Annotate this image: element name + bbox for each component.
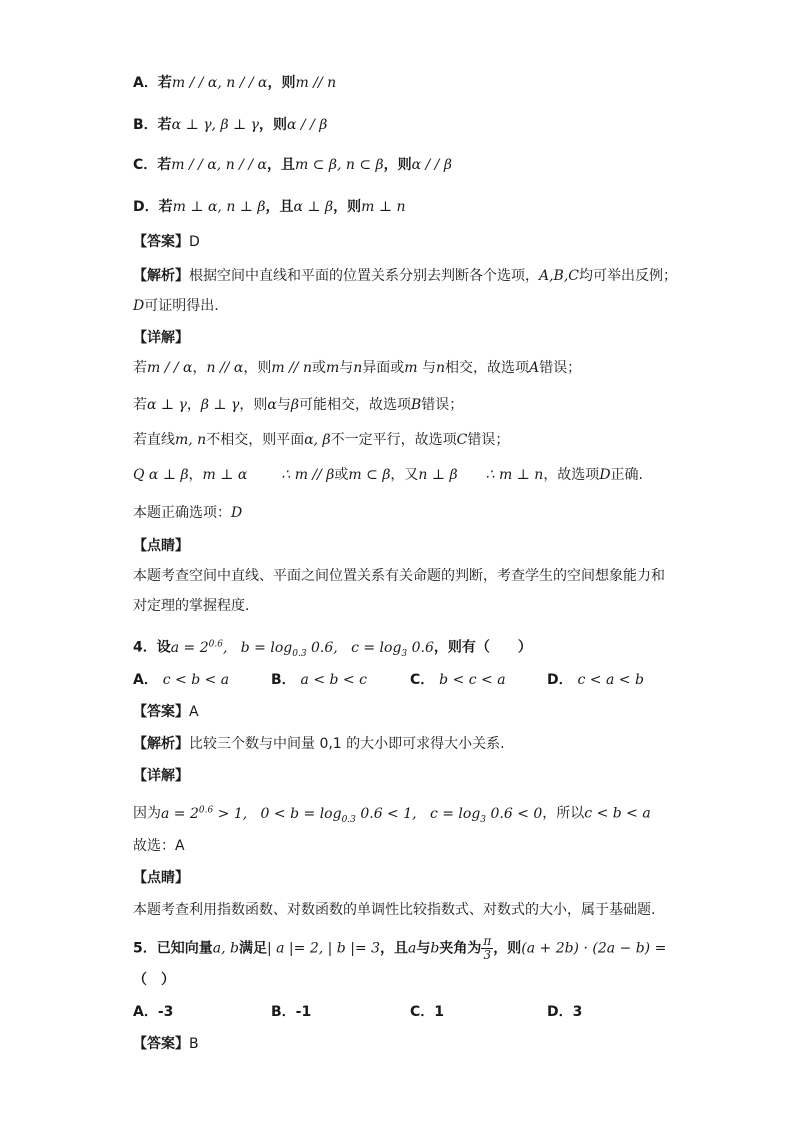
option-math: α ⊥ γ, β ⊥ γ [171,117,259,133]
option-letter: C． [410,672,435,688]
text: 已知向量 [156,940,213,957]
text: ，则 [493,940,522,957]
math: β [290,397,299,413]
text: 正确. [610,467,643,483]
option-math: m ⊥ α, n ⊥ β [172,199,266,215]
text: ，所以 [542,805,585,822]
q5-angle-fraction [481,935,493,962]
q4-option-d [547,670,644,690]
analysis-math: A,B,C [539,268,580,284]
math: α [267,397,277,413]
answer-tag: 【答案】 [133,704,189,720]
q5-answer [133,1034,199,1054]
detail-tag: 【详解】 [133,768,189,784]
option-letter: B． [271,1004,296,1020]
math: m [404,360,418,376]
q4-stem [133,634,532,663]
analysis-text: 比较三个数与中间量 0,1 的大小即可求得大小关系. [189,736,505,752]
q3-option-c [133,155,452,175]
option-letter: A． [133,1004,158,1020]
text: ，则 [239,397,268,413]
q3-analysis-line2 [133,296,219,316]
option-math: c < a < b [577,672,644,688]
text: ，故选项 [543,467,600,483]
text: ， [192,360,207,376]
q4-detail-math: $a = 2^{0.6} > 1$, $0 < b = \log_{0.3} 0.6 < 1$, $c = \log_3 0.6 < 0$ [161,805,543,825]
text: ，则有（ ） [433,639,532,656]
analysis-math: D [133,298,145,314]
option-math: m // n [295,75,337,91]
detail-tag: 【详解】 [133,330,189,346]
text: ，则 [243,360,272,376]
option-letter: A． [133,75,158,91]
text: 对定理的掌握程度. [133,598,250,614]
q4-option-c [410,670,506,690]
text: 若直线 [133,432,175,448]
q5-vector-a: a [408,940,417,957]
text: 故选：A [133,838,185,854]
text: 可能相交，故选项 [298,397,411,413]
text: 若 [133,397,147,413]
q3-conclusion [133,503,242,523]
option-text: ，则 [259,117,287,133]
text: ，且 [380,940,409,957]
q4-option-a [133,670,229,690]
option-letter: D． [547,672,573,688]
text: 本题考查空间中直线、平面之间位置关系有关命题的判断，考查学生的空间想象能力和 [133,568,665,584]
text: 相交，故选项 [445,360,530,376]
q3-remark-heading [133,536,189,556]
math: D [599,467,611,483]
analysis-tag: 【解析】 [133,268,189,284]
math: m [325,360,340,376]
option-math: m ⊥ n [361,199,406,215]
q5-stem [133,935,666,962]
text: 与 [276,397,291,413]
math: m / / α [147,360,193,376]
option-math: α / / β [287,117,328,133]
q4-answer [133,702,199,722]
text: 若 [133,360,147,376]
q5-expression-math: (a + 2b) · (2a − b) = [521,940,667,957]
q5-option-d [547,1002,582,1022]
q5-paren [133,970,175,990]
text: 满足 [238,940,267,957]
q3-detail-line2 [133,395,463,415]
q3-detail-heading [133,328,189,348]
q3-option-a [133,73,336,93]
text: ，又 [390,467,419,483]
q3-answer [133,232,200,252]
math: Q α ⊥ β [133,467,189,483]
q3-option-b [133,115,327,135]
text: 错误； [467,432,510,448]
q5-option-a [133,1002,173,1022]
text: 本题正确选项： [133,505,231,521]
option-math: a < b < c [300,672,367,688]
remark-tag: 【点睛】 [133,538,189,554]
q5-option-b [271,1002,311,1022]
math: C [456,432,468,448]
answer-value: A [189,704,199,720]
math: n ⊥ β [418,467,458,483]
math: ∴ m // β [281,467,335,483]
option-text: ，则 [383,157,412,173]
text: 夹角为 [439,940,482,957]
q3-remark-line2 [133,596,249,616]
option-letter: D． [547,1004,573,1020]
option-letter: C． [410,1004,435,1020]
text: 与 [416,940,431,957]
text: 不一定平行，故选项 [330,432,457,448]
q5-vectors-math: a, b [212,940,239,957]
math: m ⊂ β [348,467,391,483]
math: m // n [271,360,312,376]
text: 本题考查利用指数函数、对数函数的单调性比较指数式、对数式的大小，属于基础题. [133,902,656,918]
option-math: m / / α, n / / α [171,75,268,91]
q3-analysis [133,266,677,286]
answer-value: D [189,234,200,250]
q5-vector-b: b [430,940,440,957]
math: α ⊥ γ [147,397,187,413]
option-math: b < c < a [439,672,506,688]
math: α, β [304,432,331,448]
q4-option-b [271,670,367,690]
text: 不相交，则平面 [206,432,305,448]
text: 设 [156,639,171,656]
analysis-tag: 【解析】 [133,736,189,752]
option-letter: D． [133,199,159,215]
text: 错误； [421,397,464,413]
text: ， [186,397,201,413]
q4-choose [133,836,185,856]
text: 错误； [539,360,582,376]
option-letter: C． [133,157,158,173]
fraction-numerator: π [483,934,492,948]
text: 异面或 [362,360,405,376]
text: 或 [334,467,349,483]
math: A [529,360,540,376]
answer-tag: 【答案】 [133,1036,189,1052]
math: n // α [206,360,244,376]
math: m ⊥ α [202,467,248,483]
option-text: ，且 [265,199,294,215]
q5-option-c [410,1002,444,1022]
analysis-text: 可证明得出. [144,298,219,314]
option-value: 1 [434,1004,445,1020]
text: 与 [417,360,437,376]
q3-detail-line3 [133,430,509,450]
option-text: 若 [158,199,173,215]
option-text: 若 [157,75,172,91]
analysis-text: 根据空间中直线和平面的位置关系分别去判断各个选项， [189,268,539,284]
text: 因为 [133,805,161,822]
math: n [436,360,446,376]
q4-detail-heading [133,766,189,786]
option-math: c < b < a [162,672,230,688]
option-math: α / / β [411,157,452,173]
math: ∴ m ⊥ n [485,467,544,483]
remark-tag: 【点睛】 [133,870,189,886]
option-text: 若 [157,117,172,133]
math: n [353,360,363,376]
option-math: α ⊥ β [293,199,334,215]
q3-remark-line1 [133,566,665,586]
option-value: 3 [572,1004,583,1020]
analysis-text: 均可举出反例； [579,268,678,284]
q4-detail [133,800,651,829]
q4-analysis [133,734,505,754]
math: m, n [175,432,207,448]
option-letter: B． [133,117,158,133]
option-text: ，则 [267,75,296,91]
text: （ ） [133,972,175,988]
text: ， [188,467,203,483]
answer-tag: 【答案】 [133,234,189,250]
option-math: m / / α, n / / α [171,157,267,173]
answer-value: B [189,1036,199,1052]
question-number: 5． [133,940,157,957]
q4-remark-heading [133,868,189,888]
option-text: 若 [157,157,172,173]
option-text: ，且 [266,157,295,173]
option-letter: B． [271,672,296,688]
option-math: m ⊂ β, n ⊂ β [294,157,384,173]
math: β ⊥ γ [200,397,240,413]
option-letter: A． [133,672,158,688]
fraction-denominator: 3 [483,948,492,962]
math: B [410,397,422,413]
q3-detail-line4 [133,465,643,485]
math: D [231,505,243,521]
question-number: 4． [133,639,157,656]
option-value: -1 [295,1004,312,1020]
q4-stem-math: $a = 2^{0.6}$, $b = \log_{0.3} 0.6$, $c = \log_3 0.6$ [170,639,434,659]
option-value: -3 [157,1004,174,1020]
math: c < b < a [584,805,651,822]
q5-norms-math: | a |= 2, | b |= 3 [266,940,381,957]
q3-detail-line1 [133,358,581,378]
q3-option-d [133,197,405,217]
option-text: ，则 [333,199,362,215]
text: 或 [311,360,326,376]
text: 与 [339,360,354,376]
q4-remark [133,900,655,920]
